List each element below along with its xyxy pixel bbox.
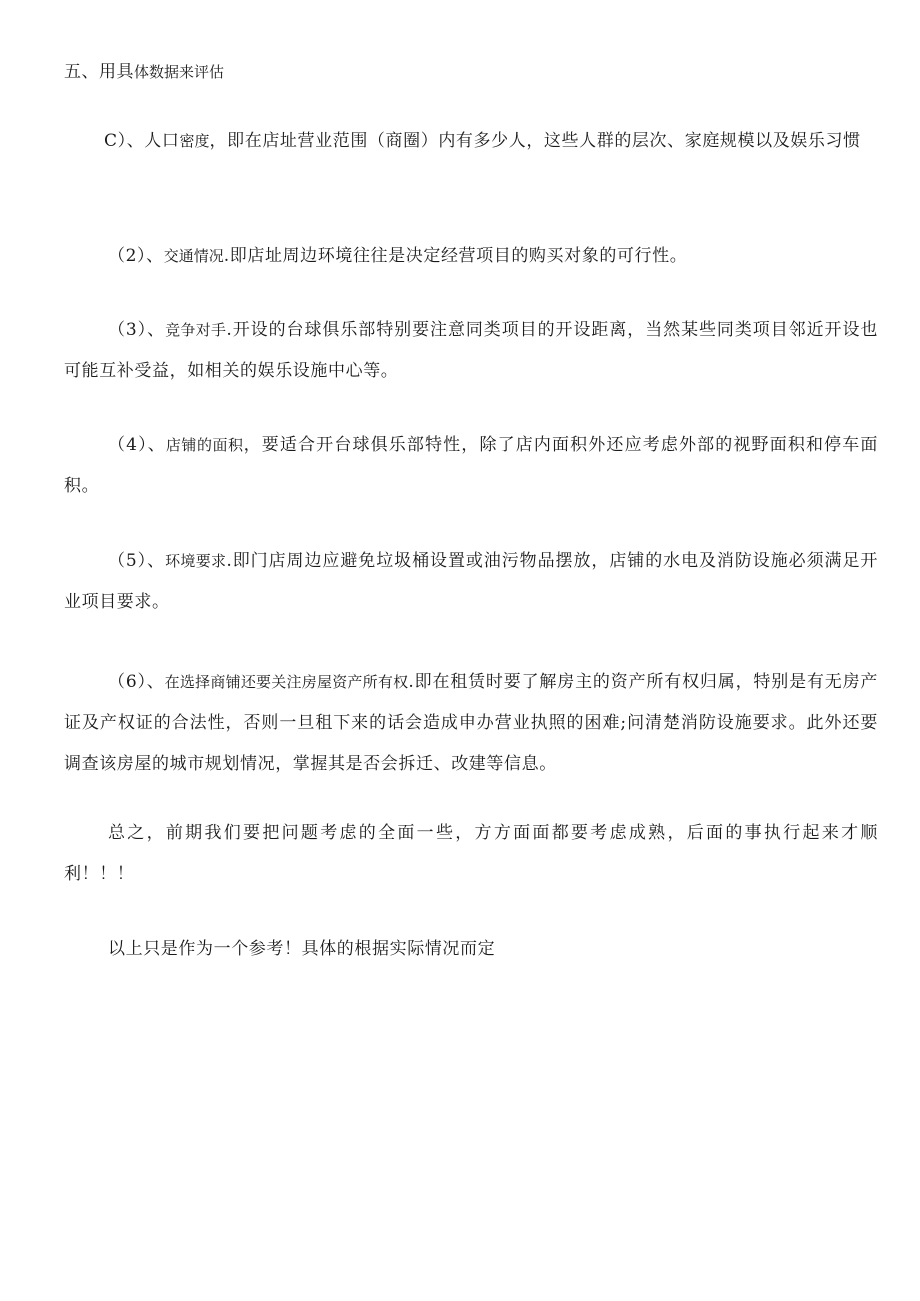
paragraph-body: ，即在店址营业范围（商圈）内有多少人，这些人群的层次、家庭规模以及娱乐习惯 [209, 131, 861, 151]
section-heading-lead: 五、用具 [64, 62, 134, 82]
paragraph-body: .即店址周边环境往往是决定经营项目的购买对象的可行性。 [223, 246, 688, 266]
paragraph-competitors [64, 310, 878, 392]
section-heading-key: 体数据来评估 [134, 63, 225, 81]
paragraph-property-ownership [64, 662, 878, 785]
paragraph-store-area [64, 425, 878, 507]
paragraph-body: .即门店周边应避免垃圾桶设置或油污物品摆放，店铺的水电及消防设施必须满足开业项目要求。 [64, 551, 878, 612]
paragraph-prefix: （4）、 [108, 435, 166, 455]
paragraph-keyword: 在选择商铺还要关注房屋资产所有权 [164, 673, 409, 691]
paragraph-body: .开设的台球俱乐部特别要注意同类项目的开设距离，当然某些同类项目邻近开设也可能互补受益，如相关的娱乐设施中心等。 [64, 320, 878, 381]
paragraph-prefix: （2）、 [108, 246, 164, 266]
paragraph-prefix: （5）、 [108, 551, 166, 571]
paragraph-note: 以上只是作为一个参考！具体的根据实际情况而定 [108, 939, 496, 959]
paragraph-environment [64, 541, 878, 623]
paragraph-keyword: 交通情况 [163, 247, 224, 265]
paragraph-conclusion: 总之，前期我们要把问题考虑的全面一些，方方面面都要考虑成熟，后面的事执行起来才顺利！！！ [64, 823, 878, 884]
paragraph-body: .即在租赁时要了解房主的资产所有权归属，特别是有无房产证及产权证的合法性，否则一旦租下来的话会造成申办营业执照的困难;问清楚消防设施要求。此外还要调查该房屋的城市规划情况，掌握其是否会拆迁、改建等信息。 [64, 672, 879, 774]
paragraph-prefix: （3）、 [108, 320, 166, 340]
paragraph-keyword: 店铺的面积 [165, 436, 244, 454]
paragraph-population-density [64, 121, 878, 162]
paragraph-prefix: C）、人口 [104, 131, 180, 151]
paragraph-prefix: （6）、 [108, 672, 165, 692]
paragraph-body: ，要适合开台球俱乐部特性，除了店内面积外还应考虑外部的视野面积和停车面积。 [64, 435, 879, 496]
paragraph-keyword: 竞争对手 [165, 321, 227, 339]
paragraph-traffic [64, 236, 878, 277]
paragraph-keyword: 密度 [179, 132, 210, 150]
paragraph-keyword: 环境要求 [165, 552, 227, 570]
section-heading [64, 58, 224, 86]
